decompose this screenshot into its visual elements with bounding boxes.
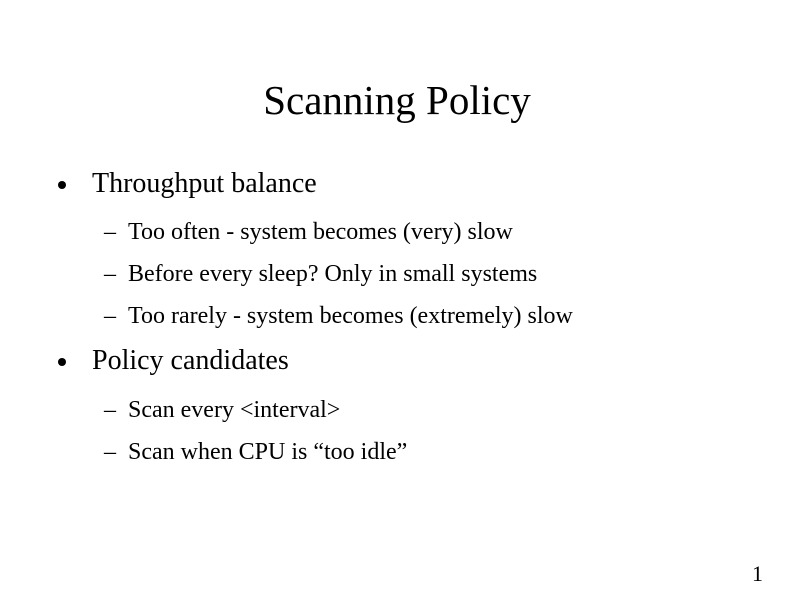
- sub-item-text: Too rarely - system becomes (extremely) slow: [128, 303, 573, 329]
- bullet-dot-icon: [58, 181, 66, 189]
- bullet-text: Throughput balance: [92, 168, 317, 199]
- sub-item-text: Too often - system becomes (very) slow: [128, 219, 513, 245]
- sub-item-text: Before every sleep? Only in small systems: [128, 261, 538, 287]
- dash-icon: –: [104, 303, 116, 329]
- slide-title: Scanning Policy: [263, 77, 531, 123]
- dash-icon: –: [104, 261, 116, 287]
- sub-item-text: Scan every <interval>: [128, 397, 341, 423]
- page-number: 1: [752, 561, 763, 586]
- dash-icon: –: [104, 219, 116, 245]
- sub-item-text: Scan when CPU is “too idle”: [128, 439, 408, 465]
- bullet-text: Policy candidates: [92, 345, 289, 376]
- bullet-dot-icon: [58, 358, 66, 366]
- dash-icon: –: [104, 439, 116, 465]
- dash-icon: –: [104, 397, 116, 423]
